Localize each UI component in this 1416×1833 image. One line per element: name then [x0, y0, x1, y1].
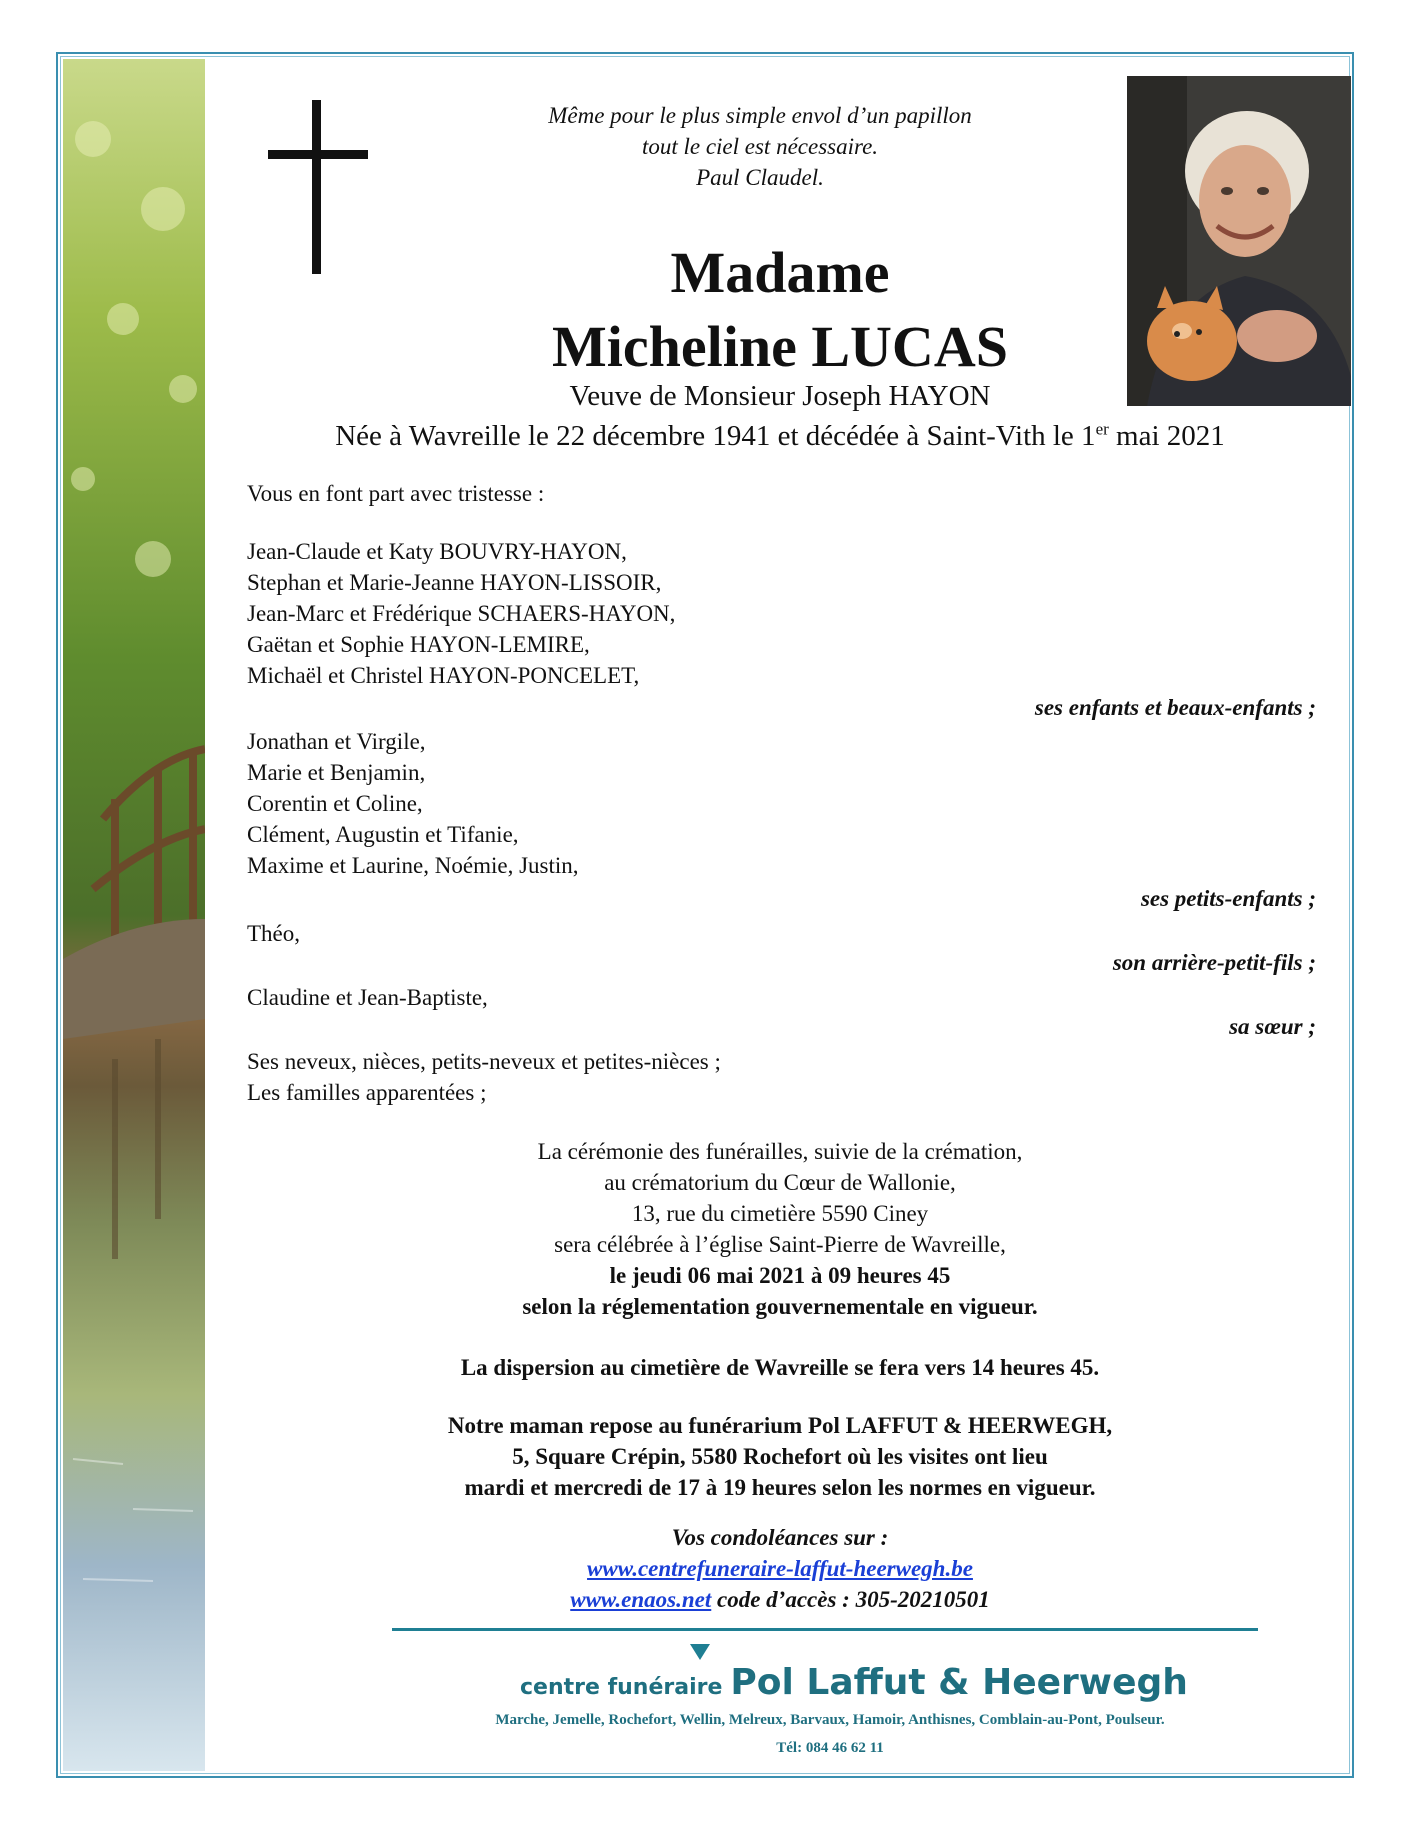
footer-divider — [392, 1628, 1258, 1631]
funeral-home-link[interactable]: www.centrefuneraire-laffut-heerwegh.be — [587, 1556, 973, 1581]
list-item: Michaël et Christel HAYON-PONCELET, — [247, 663, 640, 688]
logo-phone: Tél: 084 46 62 11 — [776, 1740, 884, 1756]
ceremony-line: sera célébrée à l’église Saint-Pierre de Wavreille, — [554, 1232, 1006, 1257]
sister-relation: sa sœur ; — [1229, 1014, 1316, 1039]
repose-block — [280, 1410, 1280, 1503]
access-code: code d’accès : 305-20210501 — [711, 1587, 990, 1612]
logo-towns: Marche, Jemelle, Rochefort, Wellin, Melreux, Barvaux, Hamoir, Anthisnes, Comblain-au-Pont, Poulseur. — [495, 1712, 1165, 1728]
enaos-link[interactable]: www.enaos.net — [570, 1587, 712, 1612]
dispersion-text: La dispersion au cimetière de Wavreille se fera vers 14 heures 45. — [460, 1355, 1100, 1380]
birth-death-end: mai 2021 — [1108, 420, 1225, 452]
birth-death-line — [230, 420, 1330, 453]
birth-death-text: Née à Wavreille le 22 décembre 1941 et décédée à Saint-Vith le 1 — [335, 420, 1096, 452]
list-item: Corentin et Coline, — [247, 791, 423, 816]
list-item: Clément, Augustin et Tifanie, — [247, 822, 519, 847]
ceremony-rules: selon la réglementation gouvernementale en vigueur. — [522, 1294, 1038, 1319]
condolences-block — [280, 1522, 1280, 1615]
children-list — [247, 536, 675, 691]
repose-line: Notre maman repose au funérarium Pol LAFFUT & HEERWEGH, — [447, 1413, 1113, 1438]
sister: Claudine et Jean-Baptiste, — [247, 985, 488, 1010]
condolences-label: Vos condoléances sur : — [671, 1525, 889, 1550]
ceremony-date: le jeudi 06 mai 2021 à 09 heures 45 — [609, 1263, 951, 1288]
ceremony-block — [280, 1136, 1280, 1322]
birth-death-sup: er — [1095, 419, 1109, 439]
logo-small-text: centre funéraire — [520, 1675, 723, 1700]
list-item: Stephan et Marie-Jeanne HAYON-LISSOIR, — [247, 570, 662, 595]
others-list — [247, 1046, 721, 1108]
epigraph-quote — [460, 100, 1060, 193]
funeral-home-logo — [520, 1662, 1220, 1703]
list-item: Marie et Benjamin, — [247, 760, 426, 785]
list-item: Jean-Claude et Katy BOUVRY-HAYON, — [247, 539, 627, 564]
ceremony-line: La cérémonie des funérailles, suivie de la crémation, — [537, 1139, 1023, 1164]
grandchildren-relation: ses petits-enfants ; — [1140, 886, 1316, 911]
great-grandchild: Théo, — [247, 921, 301, 946]
intro-text: Vous en font part avec tristesse : — [247, 481, 545, 506]
grandchildren-list — [247, 726, 579, 881]
children-relation: ses enfants et beaux-enfants ; — [1034, 695, 1316, 720]
list-item: Maxime et Laurine, Noémie, Justin, — [247, 853, 579, 878]
quote-author: Paul Claudel. — [696, 165, 824, 190]
logo-big-text: Pol Laffut & Heerwegh — [730, 1662, 1188, 1703]
list-item: Ses neveux, nièces, petits-neveux et petites-nièces ; — [247, 1049, 721, 1074]
side-landscape-image — [63, 59, 205, 1771]
quote-line-1: Même pour le plus simple envol d’un papillon — [548, 103, 972, 128]
list-item: Jean-Marc et Frédérique SCHAERS-HAYON, — [247, 601, 676, 626]
list-item: Les familles apparentées ; — [247, 1080, 487, 1105]
widow-of: Veuve de Monsieur Joseph HAYON — [569, 380, 991, 412]
deceased-name: Micheline LUCAS — [552, 314, 1008, 379]
great-grandchild-relation: son arrière-petit-fils ; — [1112, 950, 1316, 975]
list-item: Gaëtan et Sophie HAYON-LEMIRE, — [247, 632, 590, 657]
repose-line: 5, Square Crépin, 5580 Rochefort où les visites ont lieu — [512, 1444, 1048, 1469]
quote-line-2: tout le ciel est nécessaire. — [641, 134, 879, 159]
list-item: Jonathan et Virgile, — [247, 729, 426, 754]
repose-line: mardi et mercredi de 17 à 19 heures selon les normes en vigueur. — [464, 1475, 1096, 1500]
deceased-title: Madame — [670, 240, 890, 305]
cross-icon — [268, 100, 368, 274]
deceased-title-block — [380, 236, 1180, 384]
ceremony-line: au crématorium du Cœur de Wallonie, — [604, 1170, 956, 1195]
ceremony-line: 13, rue du cimetière 5590 Ciney — [631, 1201, 929, 1226]
